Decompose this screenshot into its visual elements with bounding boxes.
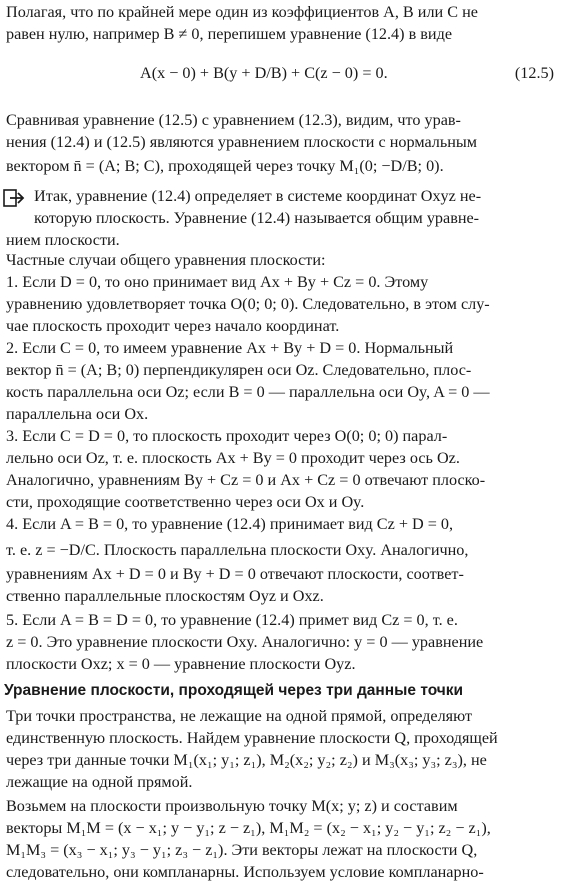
text-line: т. е. z = −D/C. Плоскость параллельна плоскости Oxy. Аналогично, — [6, 541, 469, 559]
text-line: Возьмем на плоскости произвольную точку M(x; y; z) и составим — [6, 797, 458, 815]
text-line: единственную плоскость. Найдем уравнение плоскости Q, проходящей — [6, 729, 498, 747]
text-line: через три данные точки M₁(x₁; y₁; z₁), M₂(x₂; y₂; z₂) и M₃(x₃; y₃; z₃), не — [6, 751, 487, 769]
text-line: уравнениям Ax + D = 0 и By + D = 0 отвечают плоскости, соответ- — [6, 565, 464, 583]
text-line: плоскости Oxz; x = 0 — уравнение плоскости Oyz. — [6, 655, 356, 673]
pointer-hand-icon — [2, 188, 26, 208]
equation-12-5 — [0, 52, 566, 98]
text-line: векторы M₁M = (x − x₁; y − y₁; z − z₁), M₁M₂ = (x₂ − x₁; y₂ − y₁; z₂ − z₁), — [6, 819, 491, 837]
text-line: нения (12.4) и (12.5) являются уравнением плоскости с нормальным — [6, 133, 478, 151]
text-line: сти, проходящие соответственно через оси Ox и Oy. — [6, 493, 365, 511]
text-line: z = 0. Это уравнение плоскости Oxy. Аналогично: y = 0 — уравнение — [6, 633, 484, 651]
text-line: ственно параллельные плоскостям Oyz и Oxz. — [6, 587, 324, 605]
equation-formula: A(x − 0) + B(y + D/B) + C(z − 0) = 0. — [140, 64, 388, 82]
text-line: равен нулю, например B ≠ 0, перепишем уравнение (12.4) в виде — [6, 25, 453, 43]
equation-number: (12.5) — [514, 64, 554, 82]
text-line: вектор n̄ = (A; B; 0) перпендикулярен оси Oz. Следовательно, плос- — [6, 361, 472, 379]
text-line: лежащие на одной прямой. — [6, 773, 193, 791]
text-line: 5. Если A = B = D = 0, то уравнение (12.4) примет вид Cz = 0, т. е. — [6, 611, 458, 629]
text-line: которую плоскость. Уравнение (12.4) называется общим уравне- — [34, 209, 480, 227]
text-line: чае плоскость проходит через начало координат. — [6, 317, 340, 335]
text-line: Аналогично, уравнениям By + Cz = 0 и Ax + Cz = 0 отвечают плоско- — [6, 471, 486, 489]
text-line: Сравнивая уравнение (12.5) с уравнением (12.3), видим, что урав- — [6, 111, 461, 129]
section-heading: Уравнение плоскости, проходящей через три данные точки — [4, 682, 464, 699]
text-line: 4. Если A = B = 0, то уравнение (12.4) принимает вид Cz + D = 0, — [6, 515, 454, 533]
text-line: 1. Если D = 0, то оно принимает вид Ax + By + Cz = 0. Этому — [6, 273, 429, 291]
text-line: уравнению удовлетворяет точка O(0; 0; 0). Следовательно, в этом слу- — [6, 295, 490, 313]
text-line: вектором n̄ = (A; B; C), проходящей через точку M₁(0; −D/B; 0). — [6, 157, 444, 175]
text-line: нием плоскости. — [6, 231, 120, 249]
text-line: 2. Если C = 0, то имеем уравнение Ax + By + D = 0. Нормальный — [6, 339, 454, 357]
text-line: Частные случаи общего уравнения плоскости: — [6, 251, 326, 269]
text-line: Три точки пространства, не лежащие на одной прямой, определяют — [6, 707, 473, 725]
text-line: лельно оси Oz, т. е. плоскость Ax + By = 0 проходит через ось Oz. — [6, 449, 460, 467]
text-line: Полагая, что по крайней мере один из коэффициентов A, B или C не — [6, 3, 478, 21]
text-line: M₁M₃ = (x₃ − x₁; y₃ − y₁; z₃ − z₁). Эти векторы лежат на плоскости Q, — [6, 841, 478, 859]
text-line: следовательно, они компланарны. Используем условие компланарно- — [6, 863, 484, 881]
text-line: Итак, уравнение (12.4) определяет в системе координат Oxyz не- — [34, 187, 482, 205]
text-line: кость параллельна оси Oz; если B = 0 — параллельна оси Oy, A = 0 — — [6, 383, 490, 401]
text-line: 3. Если C = D = 0, то плоскость проходит через O(0; 0; 0) парал- — [6, 427, 448, 445]
text-line: параллельна оси Ox. — [6, 405, 149, 423]
